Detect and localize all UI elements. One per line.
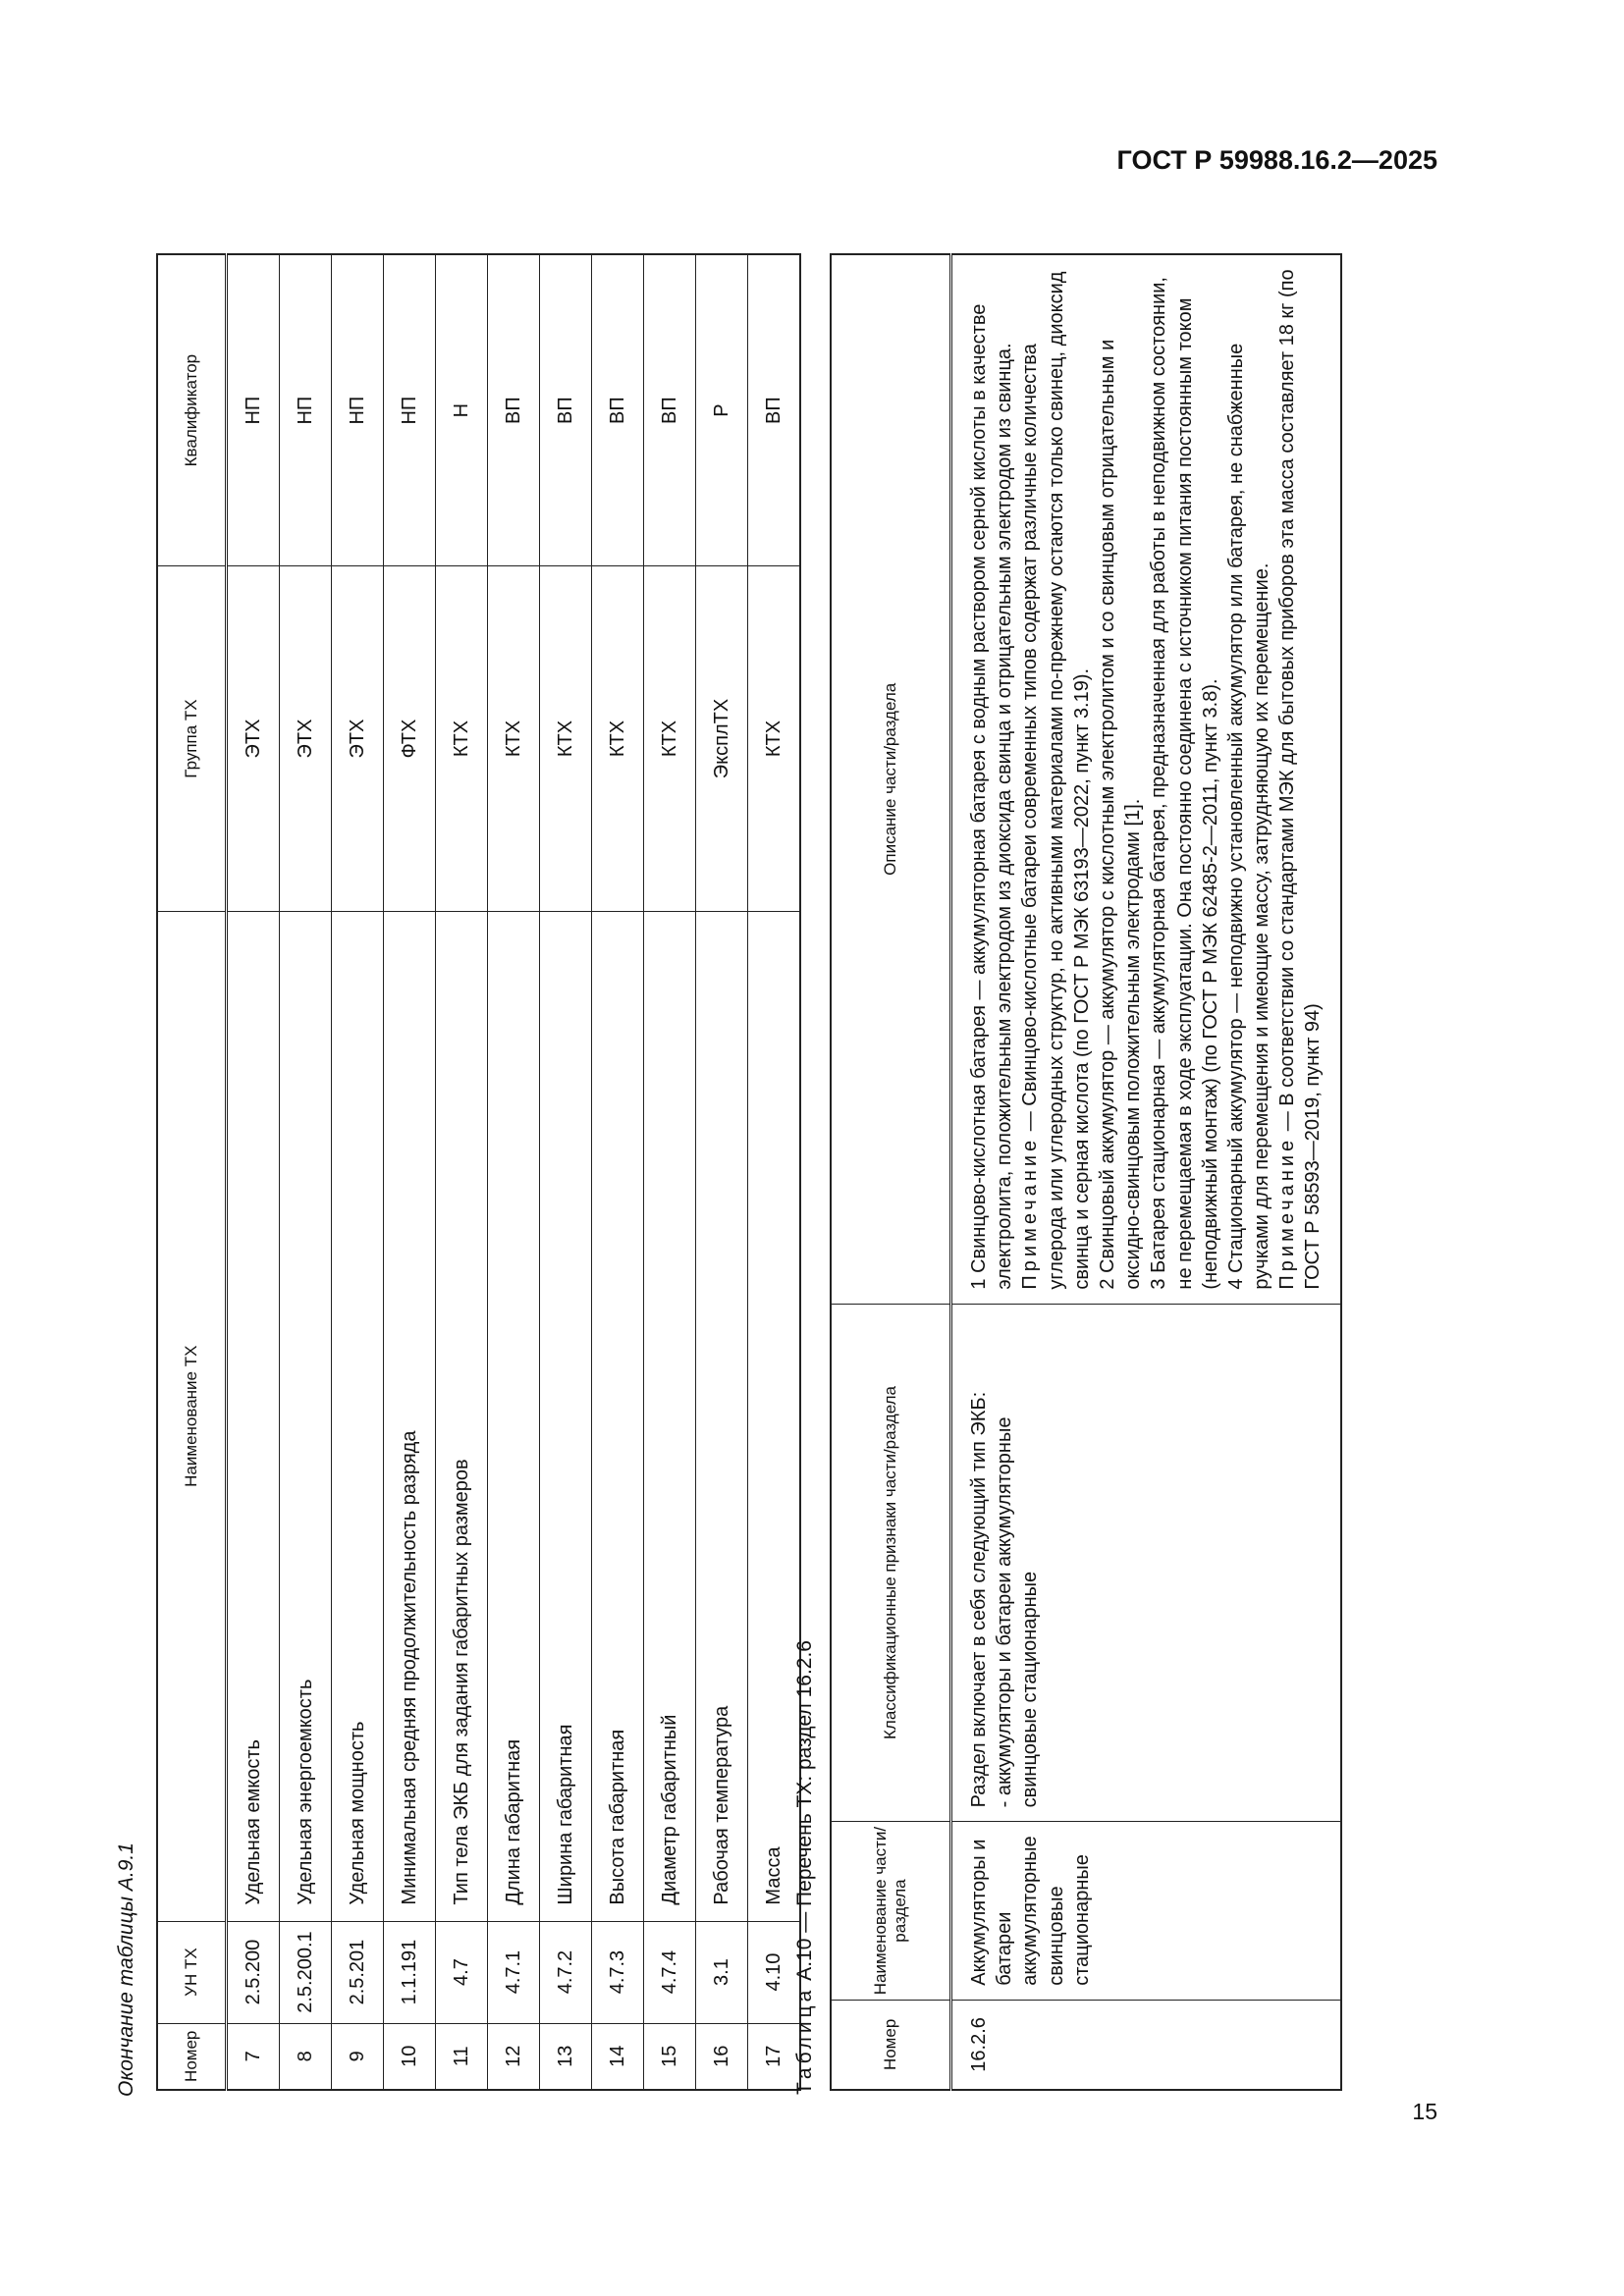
table-row	[696, 254, 748, 2090]
table-row	[436, 254, 488, 2090]
row-code: 4.7.4	[644, 1921, 696, 2023]
row-code: 4.10	[748, 1921, 801, 2023]
row-qualifier: Р	[696, 254, 748, 566]
col-header-qualifier: Квалификатор	[157, 254, 227, 566]
row-number: 17	[748, 2023, 801, 2090]
table-row	[332, 254, 384, 2090]
col-header-number: Номер	[831, 2000, 951, 2090]
row-code: 4.7.2	[540, 1921, 592, 2023]
row-group: ФТХ	[384, 566, 436, 912]
col-header-part-name: Наименование части/раздела	[831, 1822, 951, 2000]
row-number: 16	[696, 2023, 748, 2090]
col-header-code: УН ТХ	[157, 1921, 227, 2023]
row-group: ЭТХ	[280, 566, 332, 912]
row-number: 13	[540, 2023, 592, 2090]
description-paragraph: Примечание — Свинцово-кислотные батареи современных типов содержат различные количества углерода или углеродных структур, но активными материалами по-прежнему остаются только свинец, диоксид свинца и серная кислота (по ГОСТ Р МЭК 63193—2022, пункт 3.19).	[1019, 271, 1093, 1290]
row-qualifier: ВП	[540, 254, 592, 566]
row-name: Рабочая температура	[696, 911, 748, 1921]
row-code: 4.7.1	[488, 1921, 540, 2023]
row-name: Масса	[748, 911, 801, 1921]
col-header-number: Номер	[157, 2023, 227, 2090]
row-qualifier: НП	[227, 254, 280, 566]
table-row	[488, 254, 540, 2090]
note-label: Примечание	[1276, 1136, 1299, 1290]
rotated-page-content	[103, 230, 1448, 2103]
row-group: КТХ	[748, 566, 801, 912]
table-a91	[156, 253, 801, 2091]
row-name: Ширина габаритная	[540, 911, 592, 1921]
row-name: Минимальная средняя продолжительность разряда	[384, 911, 436, 1921]
row-group: КТХ	[436, 566, 488, 912]
row-code: 1.1.191	[384, 1921, 436, 2023]
row-number: 15	[644, 2023, 696, 2090]
description-paragraph: 3 Батарея стационарная — аккумуляторная батарея, предназначенная для работы в неподвижном состоянии, не перемещаемая в ходе эксплуатации. Она постоянно соединена с источником питания постоянным током (неподвижный монтаж) (по ГОСТ Р МЭК 62485-2—2011, пункт 3.8).	[1148, 277, 1221, 1290]
row-qualifier: НП	[332, 254, 384, 566]
table-a10-header-row	[831, 254, 951, 2090]
description-paragraph: 1 Свинцово-кислотная батарея — аккумуляторная батарея с водным раствором серной кислоты в качестве электролита, положительным электродом из диоксида свинца и отрицательным электродом из свинца.	[968, 303, 1016, 1290]
row-name: Удельная мощность	[332, 911, 384, 1921]
table-row	[384, 254, 436, 2090]
page-number: 15	[1412, 2099, 1437, 2124]
row-number: 7	[227, 2023, 280, 2090]
row-code: 2.5.200.1	[280, 1921, 332, 2023]
col-header-group: Группа ТХ	[157, 566, 227, 912]
row-number: 11	[436, 2023, 488, 2090]
row-number: 12	[488, 2023, 540, 2090]
row-code: 2.5.200	[227, 1921, 280, 2023]
document-number: ГОСТ Р 59988.16.2—2025	[1116, 145, 1437, 175]
row-code: 4.7.3	[592, 1921, 644, 2023]
row-group: ЭТХ	[332, 566, 384, 912]
part-features: Раздел включает в себя следующий тип ЭКБ: - аккумуляторы и батареи аккумуляторные свинцовые стационарные	[951, 1304, 1341, 1822]
table-row	[227, 254, 280, 2090]
part-description	[951, 254, 1341, 1304]
row-qualifier: ВП	[748, 254, 801, 566]
row-number: 14	[592, 2023, 644, 2090]
row-name: Диаметр габаритный	[644, 911, 696, 1921]
table-row	[540, 254, 592, 2090]
row-group: КТХ	[644, 566, 696, 912]
col-header-description: Описание части/раздела	[831, 254, 951, 1304]
table-row	[951, 254, 1341, 2090]
row-qualifier: ВП	[592, 254, 644, 566]
table-a10-caption-label: Таблица	[793, 1986, 816, 2095]
table-a10-caption	[793, 1640, 817, 2095]
table-a91-header-row	[157, 254, 227, 2090]
table-row	[592, 254, 644, 2090]
description-paragraph: 4 Стационарный аккумулятор — неподвижно установленный аккумулятор или батарея, не снабженные ручками для перемещения и имеющие массу, затрудняющую их перемещение.	[1224, 343, 1273, 1290]
row-group: КТХ	[592, 566, 644, 912]
row-name: Длина габаритная	[488, 911, 540, 1921]
row-code: 4.7	[436, 1921, 488, 2023]
table-row	[644, 254, 696, 2090]
col-header-name: Наименование ТХ	[157, 911, 227, 1921]
row-group: ЭТХ	[227, 566, 280, 912]
row-name: Удельная энергоемкость	[280, 911, 332, 1921]
row-qualifier: НП	[280, 254, 332, 566]
description-paragraph: 2 Свинцовый аккумулятор — аккумулятор с кислотным электролитом и со свинцовым отрицательным и оксидно-свинцовым положительным электродами [1].	[1096, 339, 1145, 1290]
note-label: Примечание	[1019, 1136, 1042, 1290]
row-qualifier: Н	[436, 254, 488, 566]
row-group: ЭксплТХ	[696, 566, 748, 912]
table-row	[748, 254, 801, 2090]
row-qualifier: ВП	[644, 254, 696, 566]
table-a10	[830, 253, 1342, 2091]
row-qualifier: НП	[384, 254, 436, 566]
row-number: 8	[280, 2023, 332, 2090]
col-header-features: Классификационные признаки части/раздела	[831, 1304, 951, 1822]
row-code: 2.5.201	[332, 1921, 384, 2023]
row-name: Тип тела ЭКБ для задания габаритных размеров	[436, 911, 488, 1921]
table-a91-caption: Окончание таблицы А.9.1	[115, 1842, 137, 2097]
row-number: 9	[332, 2023, 384, 2090]
table-row	[280, 254, 332, 2090]
row-name: Удельная емкость	[227, 911, 280, 1921]
part-name: Аккумуляторы и батареи аккумуляторные свинцовые стационарные	[951, 1822, 1341, 2000]
part-number: 16.2.6	[951, 2000, 1341, 2090]
row-group: КТХ	[488, 566, 540, 912]
row-qualifier: ВП	[488, 254, 540, 566]
row-number: 10	[384, 2023, 436, 2090]
row-group: КТХ	[540, 566, 592, 912]
row-code: 3.1	[696, 1921, 748, 2023]
table-a10-caption-text: А.10 — Перечень ТХ: раздел 16.2.6	[793, 1640, 816, 1981]
row-name: Высота габаритная	[592, 911, 644, 1921]
description-paragraph: Примечание — В соответствии со стандартами МЭК для бытовых приборов эта масса составляет 18 кг (по ГОСТ Р 58593—2019, пункт 94)	[1276, 269, 1325, 1290]
